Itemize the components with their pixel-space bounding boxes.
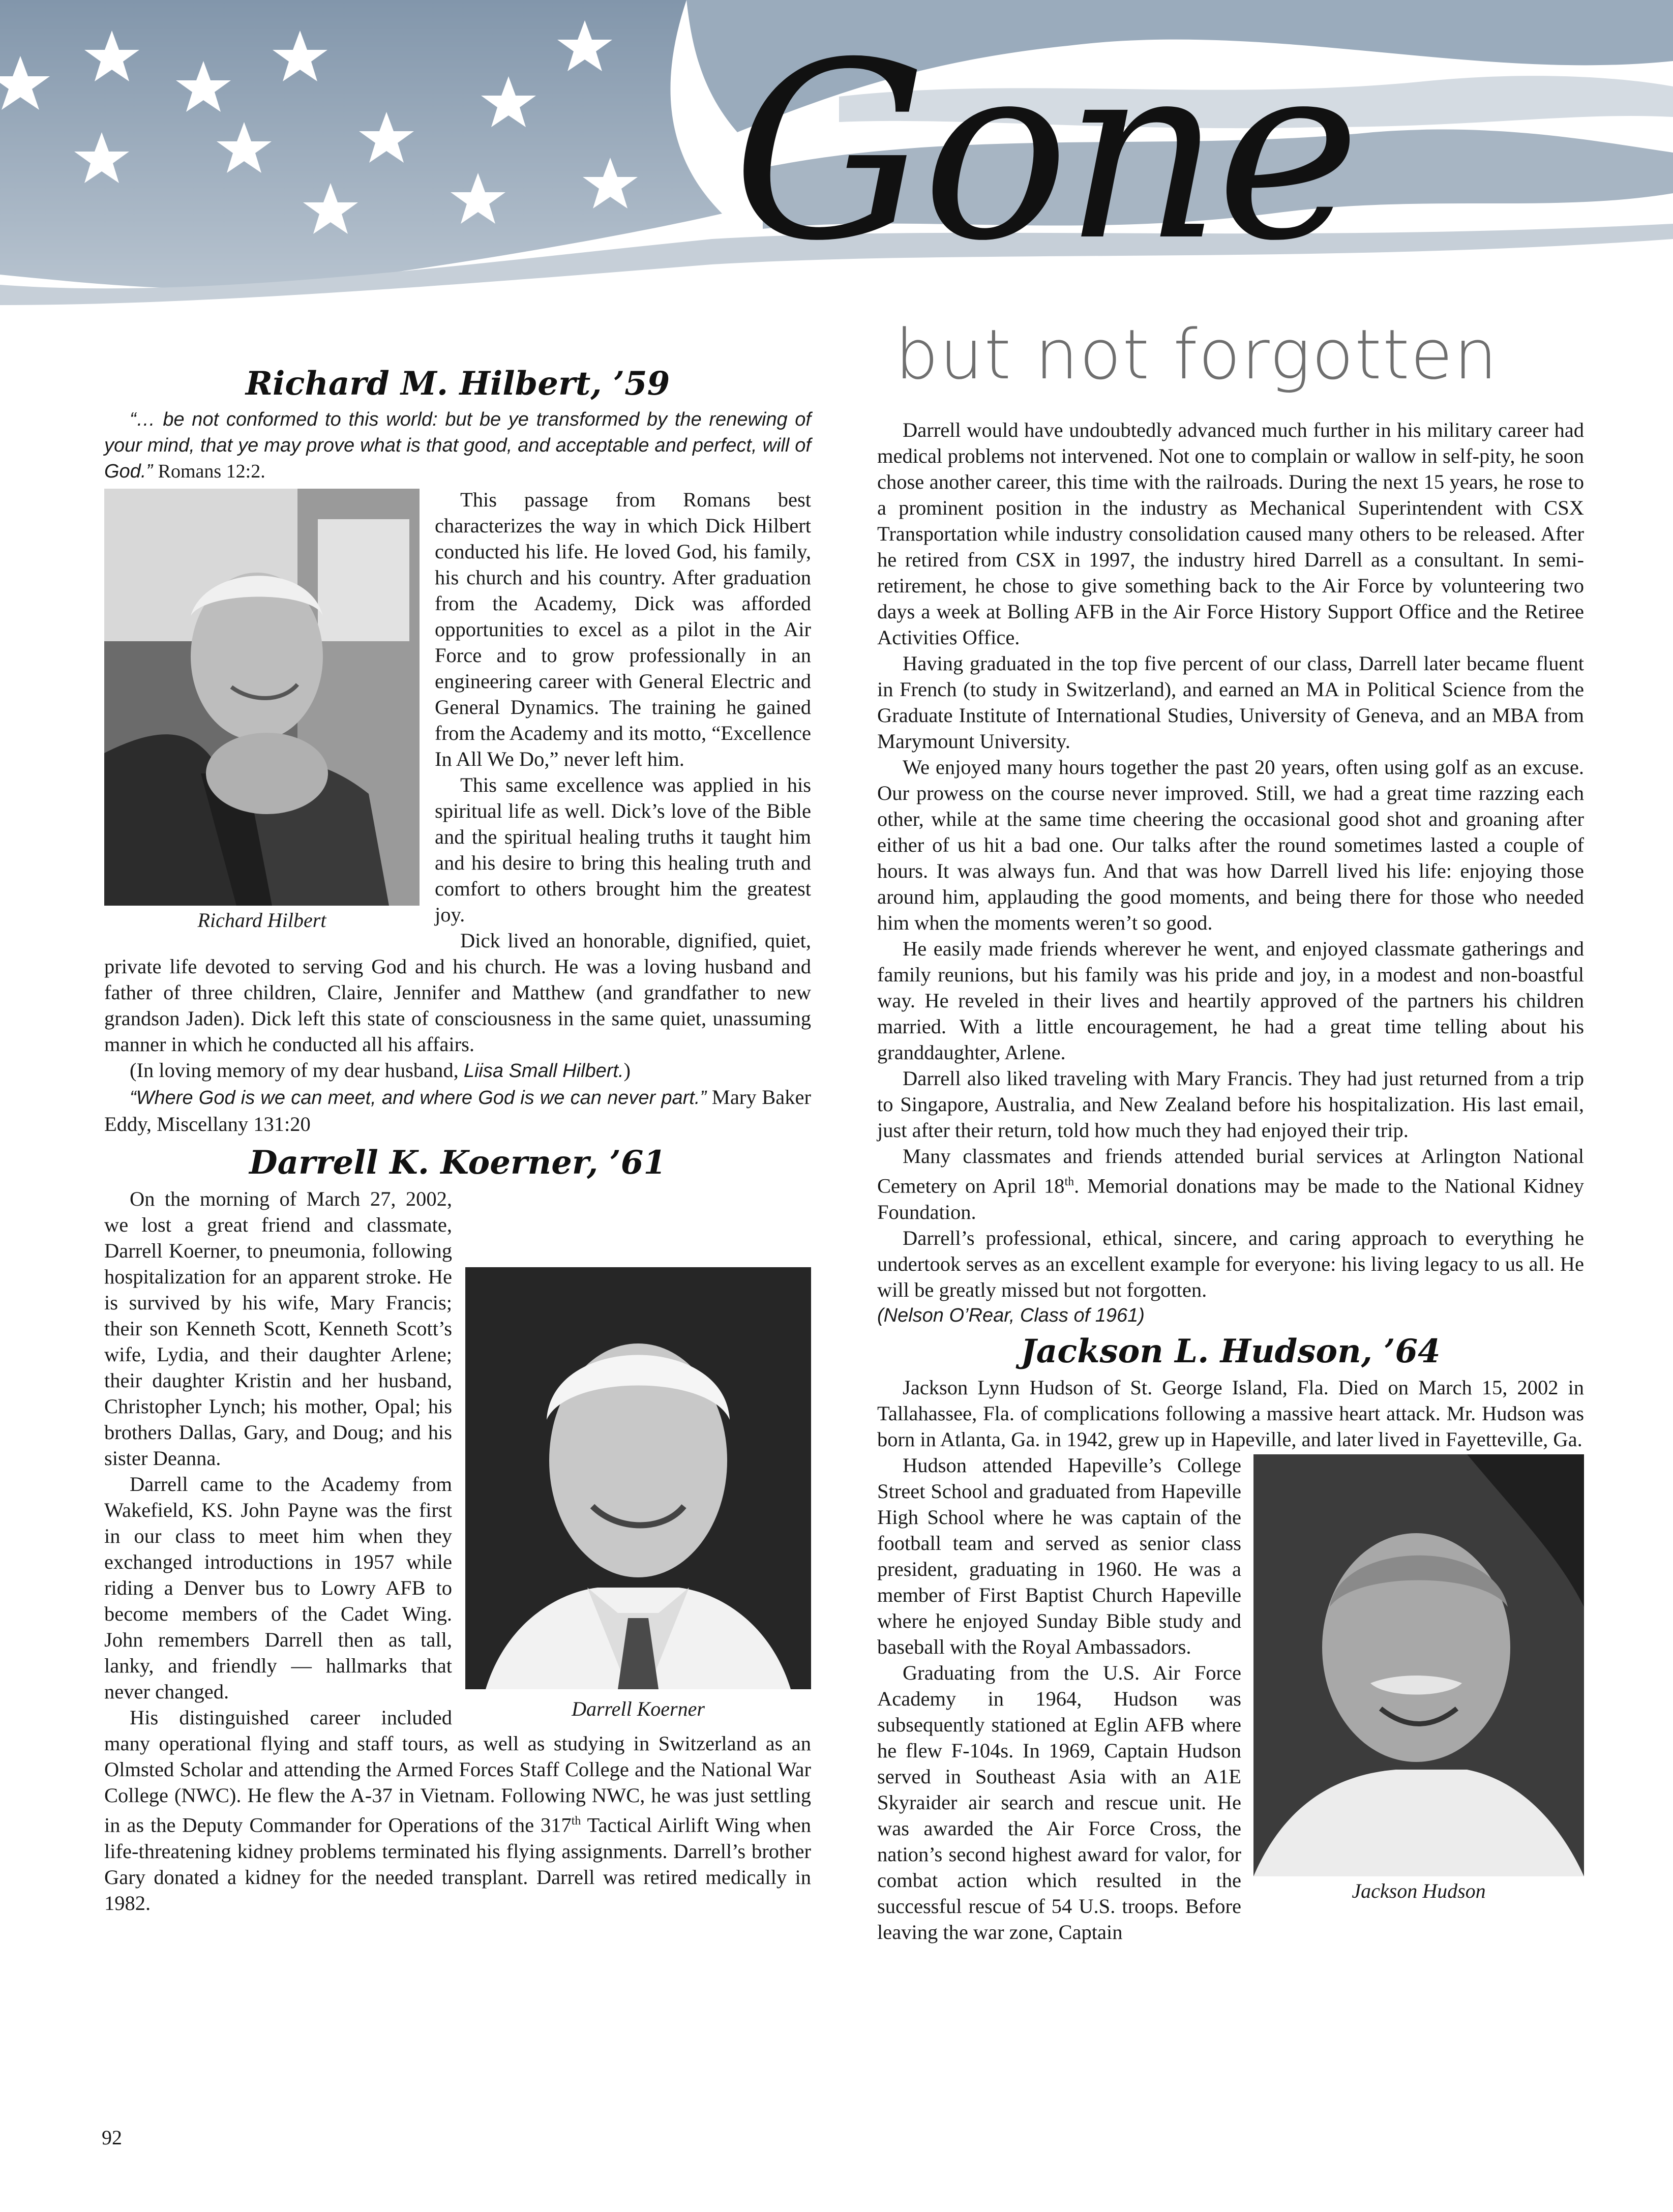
hilbert-paragraph-5 <box>104 1084 811 1137</box>
hilbert-epigraph <box>104 407 811 485</box>
koerner-paragraph-9 <box>877 1143 1584 1225</box>
koerner-paragraph-10: Darrell’s professional, ethical, sincere, and caring approach to everything he undertook serves as an excellent example for everyone: his living legacy to us all. He will be greatly missed but not forgotten. <box>877 1226 1584 1301</box>
koerner-career-sup: th <box>571 1814 581 1828</box>
hilbert-heading: Richard M. Hilbert, ’59 <box>245 365 670 403</box>
hudson-photo-block <box>1253 1454 1584 1904</box>
hudson-photo <box>1253 1454 1584 1876</box>
koerner-burial-text-b: . Memorial donations may be made to the National Kidney Foundation. <box>877 1174 1584 1223</box>
hilbert-paragraph-2: This same excellence was applied in his spiritual life as well. Dick’s love of the Bible and the spiritual healing truths it taught him and his desire to bring this healing truth and comfort to others brought him the greatest joy. <box>435 773 811 926</box>
hilbert-paragraph-1: This passage from Romans best characterizes the way in which Dick Hilbert conducted his life. He loved God, his family, his church and his country. After graduation from the Academy, Dick was afforded opportunities to excel as a pilot in the Air Force and to grow professionally in an engineering career with General Electric and General Dynamics. The training he gained from the Academy and its motto, “Excellence In All We Do,” never left him. <box>435 488 811 770</box>
koerner-paragraph-7: He easily made friends wherever he went, and enjoyed classmate gatherings and family reunions, but his family was his pride and joy, in a modest and non-boastful way. He reveled in their lives and heartily approved of the partners his children married. With a little encouragement, he had a great time telling about his granddaughter, Arlene. <box>877 937 1584 1064</box>
hilbert-photo <box>104 489 420 906</box>
hilbert-dedication-pre: (In loving memory of my dear husband, <box>130 1059 464 1082</box>
koerner-burial-text-a: Many classmates and friends attended burial services at Arlington National Cemetery on April 18 <box>877 1145 1584 1198</box>
left-column <box>104 361 811 1916</box>
koerner-paragraph-5: Having graduated in the top five percent of our class, Darrell later became fluent in French (to study in Switzerland), and earned an MA in Political Science from the Graduate Institute of International Studies, University of Geneva, and an MBA from Marymount University. <box>877 652 1584 753</box>
hilbert-paragraph-4 <box>104 1057 811 1084</box>
koerner-paragraph-2: Darrell came to the Academy from Wakefield, KS. John Payne was the first in our class to meet him when they exchanged introductions in 1957 while riding a Denver bus to Lowry AFB to become members of the Cadet Wing. John remembers Darrell then as tall, lanky, and friendly — hallmarks that never changed. <box>104 1473 452 1703</box>
hudson-photo-caption: Jackson Hudson <box>1352 1879 1486 1902</box>
koerner-burial-sup: th <box>1064 1175 1074 1188</box>
koerner-paragraph-4: Darrell would have undoubtedly advanced much further in his military career had medical problems not intervened. Not one to complain or wallow in self-pity, he soon chose another career, this time with the railroads. During the next 15 years, he rose to a prominent position in the industry as Mechanical Superintendent with CSX Transportation while industry consolidation caused many others to be released. After he retired from CSX in 1997, the industry hired Darrell as a consultant. In semi-retirement, he chose to give something back to the Air Force by volunteering two days a week at Bolling AFB in the Air Force History Support Office and the Retiree Activities Office. <box>877 419 1584 649</box>
hilbert-portrait-image <box>104 489 420 906</box>
hilbert-dedication-name: Liisa Small Hilbert. <box>463 1060 624 1082</box>
right-column <box>877 417 1584 1945</box>
hilbert-photo-block <box>104 489 420 933</box>
koerner-paragraph-8: Darrell also liked traveling with Mary Francis. They had just returned from a trip to Singapore, Australia, and New Zealand before his hospitalization. His last email, just after their return, told how much they had enjoyed their trip. <box>877 1067 1584 1142</box>
koerner-photo <box>465 1267 811 1689</box>
koerner-paragraph-3 <box>104 1705 811 1916</box>
hilbert-closing-ref: Mary Baker Eddy, Miscellany 131:20 <box>104 1086 811 1135</box>
page-title-gone: Gone <box>732 10 1356 294</box>
hilbert-quote: “… be not conformed to this world: but be ye transformed by the renewing of your mind, that ye may prove what is that good, and acceptable and perfect, will of God.” <box>104 409 811 482</box>
koerner-signature: (Nelson O’Rear, Class of 1961) <box>877 1304 1145 1326</box>
koerner-career-text-b: Tactical Airlift Wing when life-threatening kidney problems terminated his flying assignments. Darrell’s brother Gary donated a kidney for the needed transplant. Darrell was retired medically in 1982. <box>104 1813 812 1915</box>
hudson-paragraph-1: Jackson Lynn Hudson of St. George Island, Fla. Died on March 15, 2002 in Tallahassee, Fla. of complications following a massive heart attack. Mr. Hudson was born in Atlanta, Ga. in 1942, grew up in Hapeville, and later lived in Fayetteville, Ga. <box>877 1376 1584 1451</box>
koerner-photo-caption: Darrell Koerner <box>572 1697 705 1720</box>
page-subtitle: but not forgotten <box>895 315 1499 395</box>
hudson-paragraph-3: Graduating from the U.S. Air Force Academy in 1964, Hudson was subsequently stationed at Eglin AFB where he flew F-104s. In 1969, Captain Hudson served in Southeast Asia with an A1E Skyraider air search and rescue unit. He was awarded the Air Force Cross, the nation’s second highest award for valor, for combat action which resulted in the successful rescue of 54 U.S. troops. Before leaving the war zone, Captain <box>877 1661 1241 1944</box>
hudson-portrait-image <box>1253 1454 1584 1876</box>
koerner-photo-block <box>465 1267 811 1722</box>
koerner-paragraph-1: On the morning of March 27, 2002, we lost a great friend and classmate, Darrell Koerner, to pneumonia, following hospitalization for an apparent stroke. He is survived by his wife, Mary Francis; their son Kenneth Scott, Kenneth Scott’s wife, Lydia, and their daughter Arlene; their daughter Kristin and her husband, Christopher Lynch; his mother, Opal; his brothers Dallas, Gary, and Doug; and his sister Deanna. <box>104 1187 452 1470</box>
koerner-career-text-a: His distinguished career included many operational flying and staff tours, as well as studying in Switzerland as an Olmsted Scholar and attending the Armed Forces Staff College and the National War College (NWC). He flew the A-37 in Vietnam. Following NWC, he was just settling in as the Deputy Commander for Operations of the 317 <box>104 1706 811 1837</box>
hilbert-photo-caption: Richard Hilbert <box>197 909 326 932</box>
page-number: 92 <box>102 2126 122 2149</box>
hilbert-dedication-post: ) <box>623 1059 631 1082</box>
hilbert-quote-ref: Romans 12:2. <box>158 461 265 482</box>
hudson-paragraph-2: Hudson attended Hapeville’s College Street School and graduated from Hapeville High School where he was captain of the football team and served as senior class president, graduating in 1960. He was a member of First Baptist Church Hapeville where he enjoyed Sunday Bible study and baseball with the Royal Ambassadors. <box>877 1453 1241 1658</box>
hudson-heading: Jackson L. Hudson, ’64 <box>1021 1332 1441 1370</box>
koerner-portrait-image <box>465 1267 811 1689</box>
hilbert-closing-quote: “Where God is we can meet, and where God is we can never part.” <box>130 1087 707 1109</box>
koerner-paragraph-6: We enjoyed many hours together the past 20 years, often using golf as an excuse. Our prowess on the course never improved. Still, we had a great time razzing each other, while at the same time cheering the occasional good shot and groaning after either of us hit a bad one. Our talks after the round sometimes lasted a couple of hours. It was always fun. And that was how Darrell lived his life: enjoying those around him, applauding the good moments, and being there for those who needed him when the moments weren’t so good. <box>877 756 1584 934</box>
hilbert-paragraph-3: Dick lived an honorable, dignified, quiet, private life devoted to serving God and his church. He was a loving husband and father of three children, Claire, Jennifer and Matthew (and grandfather to new grandson Jaden). Dick left this state of consciousness in the same quiet, unassuming manner in which he conducted all his affairs. <box>104 929 811 1056</box>
koerner-heading: Darrell K. Koerner, ’61 <box>249 1144 666 1182</box>
